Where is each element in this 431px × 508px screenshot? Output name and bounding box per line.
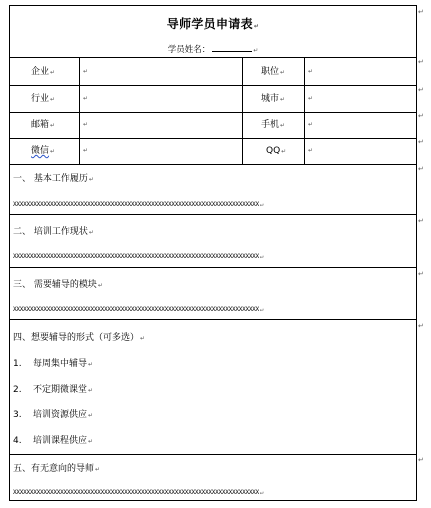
row-end-mark: ↵ [418, 138, 424, 146]
field-value-phone[interactable]: ↵ [308, 121, 314, 128]
row-end-mark: ↵ [418, 217, 424, 225]
section-training-status-content[interactable]: XXXXXXXXXXXXXXXXXXXXXXXXXXXXXXXXXXXXXXXXXXXXXXXXXXXXXXXXXXXXXXXXXXXXXXXXX↵ [13, 253, 264, 260]
section-work-history-content[interactable]: XXXXXXXXXXXXXXXXXXXXXXXXXXXXXXXXXXXXXXXXXXXXXXXXXXXXXXXXXXXXXXXXXXXXXXXXX↵ [13, 201, 264, 208]
form-title-text: 导师学员申请表 [166, 17, 253, 31]
row-end-mark: ↵ [418, 112, 424, 120]
row-end-mark: ↵ [418, 456, 424, 464]
grid-col-divider [304, 57, 305, 164]
row-end-mark: ↵ [418, 270, 424, 278]
coaching-format-option[interactable]: 2. 不定期微课堂↵ [13, 385, 94, 395]
section-coaching-format-title: 四、想要辅导的形式（可多选）↵ [13, 333, 146, 343]
grid-col-divider [79, 57, 80, 164]
student-name-line [9, 43, 417, 56]
field-label-industry: 行业↵ [31, 94, 56, 104]
info-grid [9, 57, 417, 164]
student-name-label: 学员姓名： [167, 45, 211, 55]
form-title [9, 15, 417, 32]
paragraph-mark: ↵ [253, 47, 259, 54]
grid-row-divider [9, 138, 417, 139]
application-form-page [9, 5, 417, 501]
field-label-wechat: 微信↵ [31, 146, 56, 156]
section-modules-content[interactable]: XXXXXXXXXXXXXXXXXXXXXXXXXXXXXXXXXXXXXXXXXXXXXXXXXXXXXXXXXXXXXXXXXXXXXXXXX↵ [13, 306, 264, 313]
field-value-wechat[interactable]: ↵ [83, 147, 89, 154]
field-label-company: 企业↵ [31, 67, 56, 77]
row-end-mark: ↵ [418, 58, 424, 66]
field-value-position[interactable]: ↵ [308, 68, 314, 75]
field-value-qq[interactable]: ↵ [308, 147, 314, 154]
section-mentor-preference-title: 五、有无意向的导师↵ [13, 464, 101, 474]
field-value-email[interactable]: ↵ [83, 121, 89, 128]
student-name-field[interactable] [212, 43, 252, 52]
field-value-industry[interactable]: ↵ [83, 95, 89, 102]
paragraph-mark: ↵ [253, 23, 260, 30]
field-value-company[interactable]: ↵ [83, 68, 89, 75]
coaching-format-option[interactable]: 1. 每周集中辅导↵ [13, 359, 94, 369]
field-label-position: 职位↵ [261, 67, 286, 77]
grid-row-divider [9, 112, 417, 113]
section-training-status-title: 二、 培训工作现状↵ [13, 227, 94, 237]
coaching-format-option[interactable]: 4. 培训课程供应↵ [13, 436, 94, 446]
section-divider [9, 214, 417, 215]
row-end-mark: ↵ [418, 165, 424, 173]
coaching-format-option[interactable]: 3. 培训资源供应↵ [13, 410, 94, 420]
row-end-mark: ↵ [418, 322, 424, 330]
grid-col-divider [242, 57, 243, 164]
field-label-city: 城市↵ [261, 94, 286, 104]
section-divider [9, 267, 417, 268]
field-value-city[interactable]: ↵ [308, 95, 314, 102]
section-work-history-title: 一、 基本工作履历↵ [13, 174, 94, 184]
field-label-phone: 手机↵ [261, 120, 286, 130]
grid-row-divider [9, 164, 417, 165]
section-modules-title: 三、 需要辅导的模块↵ [13, 280, 103, 290]
row-end-mark: ↵ [418, 86, 424, 94]
section-divider [9, 454, 417, 455]
section-mentor-preference-content[interactable]: XXXXXXXXXXXXXXXXXXXXXXXXXXXXXXXXXXXXXXXXXXXXXXXXXXXXXXXXXXXXXXXXXXXXXXXXX↵ [13, 489, 264, 496]
section-divider [9, 319, 417, 320]
row-end-mark: ↵ [418, 8, 424, 16]
field-label-email: 邮箱↵ [31, 120, 56, 130]
field-label-qq: QQ↵ [266, 146, 287, 156]
grid-row-divider [9, 85, 417, 86]
